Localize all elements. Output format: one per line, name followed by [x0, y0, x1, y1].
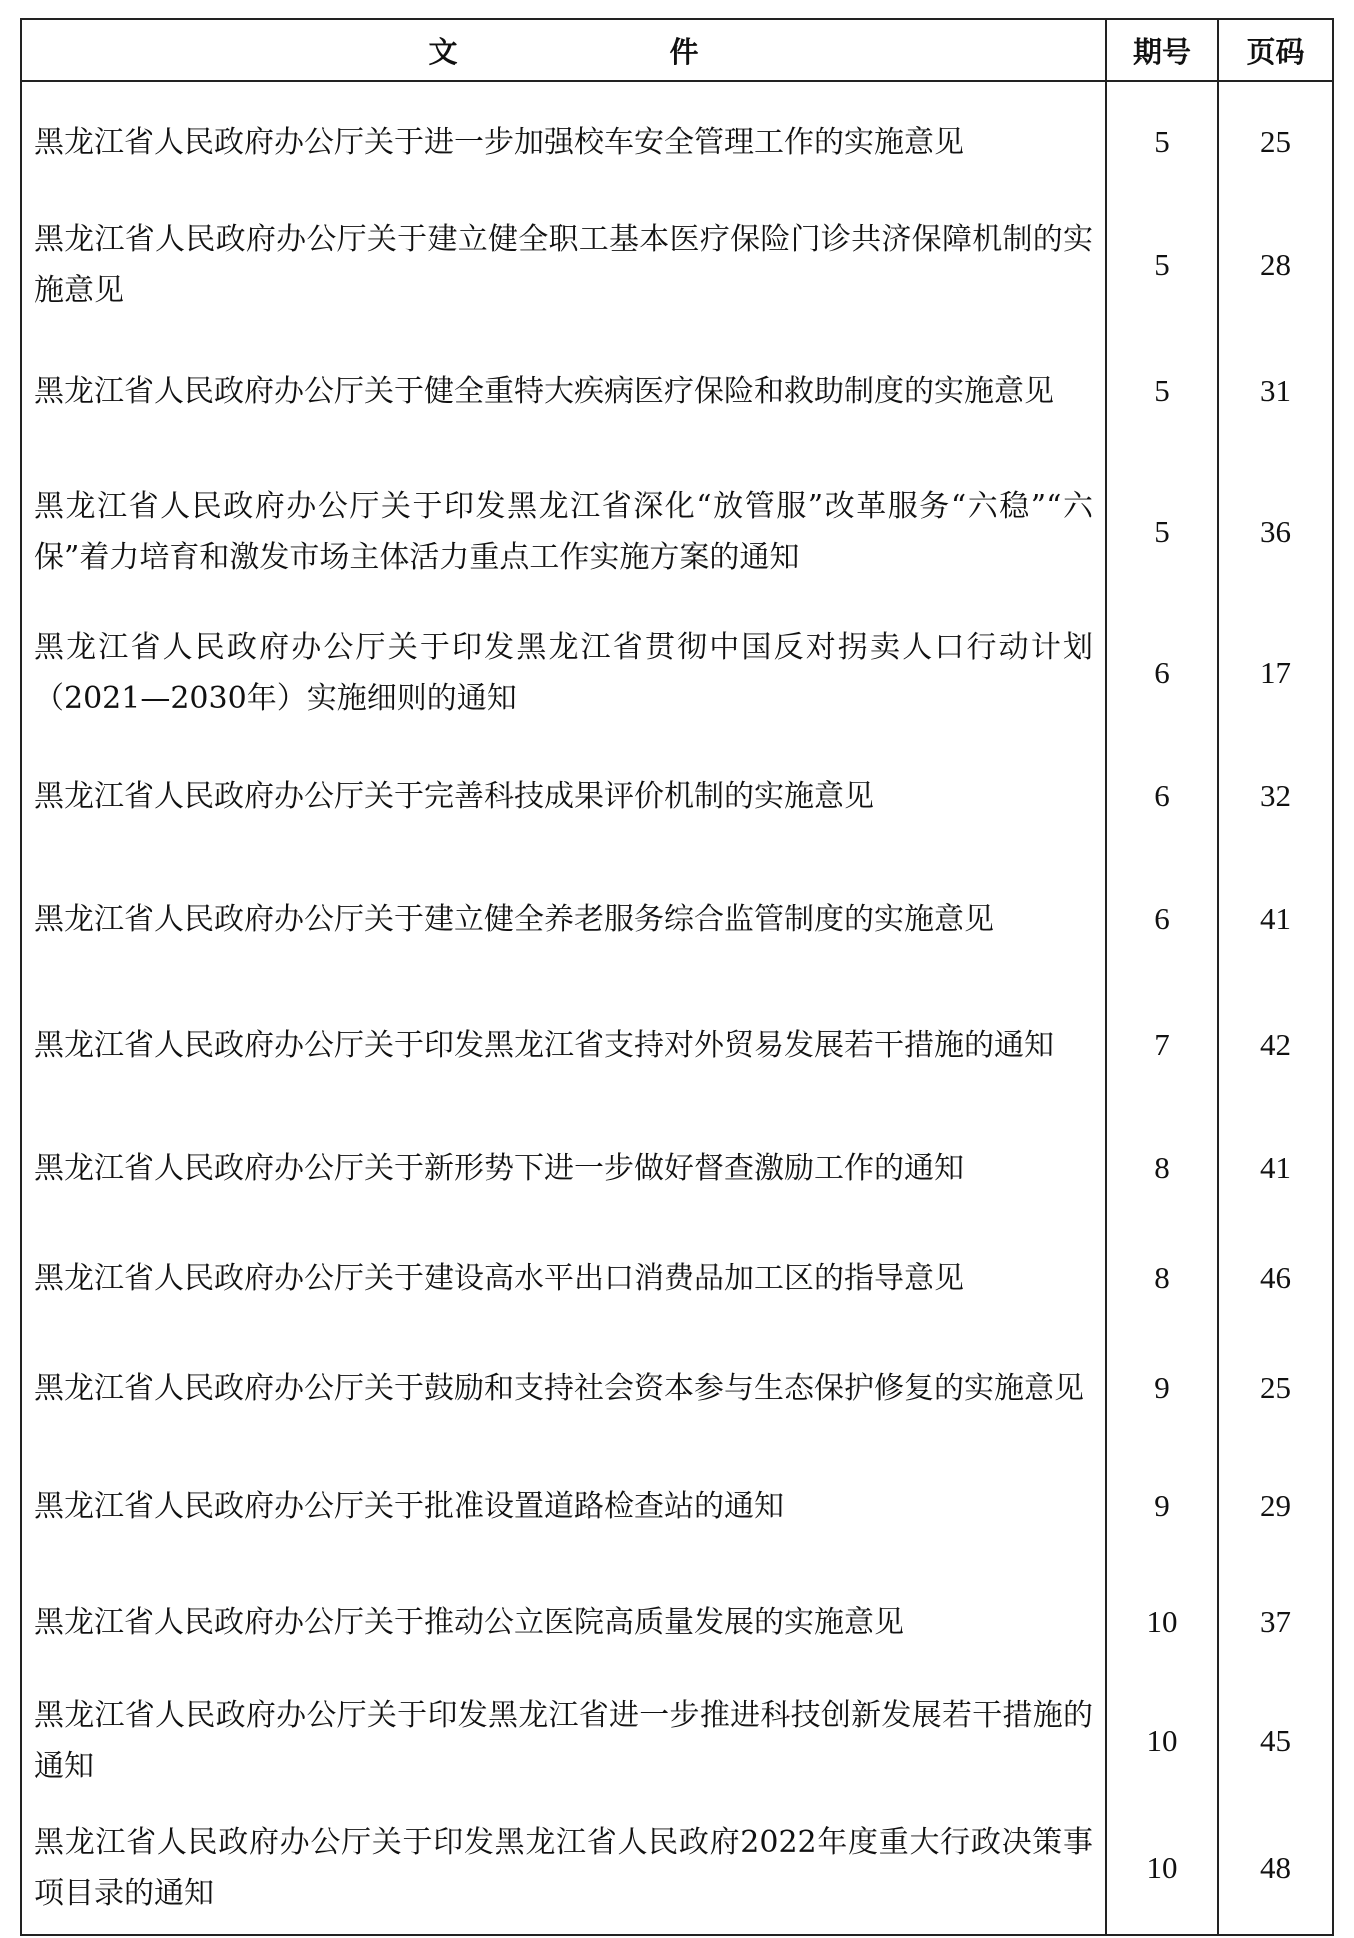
table-body — [21, 81, 1333, 1935]
document-title: 黑龙江省人民政府办公厅关于印发黑龙江省支持对外贸易发展若干措施的通知 — [21, 982, 1106, 1108]
issue-number: 6 — [1106, 736, 1218, 856]
document-title: 黑龙江省人民政府办公厅关于鼓励和支持社会资本参与生态保护修复的实施意见 — [21, 1328, 1106, 1448]
issue-number: 6 — [1106, 856, 1218, 982]
issue-number: 5 — [1106, 81, 1218, 202]
table-row — [21, 1108, 1333, 1228]
issue-number: 9 — [1106, 1328, 1218, 1448]
table-row — [21, 454, 1333, 610]
table-row — [21, 81, 1333, 202]
page-number: 45 — [1218, 1680, 1333, 1802]
table-row — [21, 736, 1333, 856]
document-title: 黑龙江省人民政府办公厅关于印发黑龙江省人民政府2022年度重大行政决策事项目录的通知 — [21, 1802, 1106, 1935]
document-title: 黑龙江省人民政府办公厅关于印发黑龙江省贯彻中国反对拐卖人口行动计划（2021—2030年）实施细则的通知 — [21, 610, 1106, 736]
page-number: 31 — [1218, 328, 1333, 454]
table-row — [21, 982, 1333, 1108]
issue-number: 10 — [1106, 1802, 1218, 1935]
table-row — [21, 1802, 1333, 1935]
page-number: 37 — [1218, 1564, 1333, 1680]
document-title: 黑龙江省人民政府办公厅关于批准设置道路检查站的通知 — [21, 1448, 1106, 1564]
table-row — [21, 1564, 1333, 1680]
issue-number: 8 — [1106, 1228, 1218, 1328]
page-number: 25 — [1218, 1328, 1333, 1448]
issue-number: 5 — [1106, 328, 1218, 454]
issue-number: 10 — [1106, 1680, 1218, 1802]
document-title: 黑龙江省人民政府办公厅关于推动公立医院高质量发展的实施意见 — [21, 1564, 1106, 1680]
issue-number: 8 — [1106, 1108, 1218, 1228]
issue-number: 5 — [1106, 454, 1218, 610]
page-number: 36 — [1218, 454, 1333, 610]
issue-number: 5 — [1106, 202, 1218, 328]
page-number: 28 — [1218, 202, 1333, 328]
page-number: 32 — [1218, 736, 1333, 856]
document-title: 黑龙江省人民政府办公厅关于建立健全职工基本医疗保险门诊共济保障机制的实施意见 — [21, 202, 1106, 328]
table-row — [21, 1228, 1333, 1328]
page-number: 25 — [1218, 81, 1333, 202]
table-row — [21, 1680, 1333, 1802]
document-title: 黑龙江省人民政府办公厅关于完善科技成果评价机制的实施意见 — [21, 736, 1106, 856]
document-title: 黑龙江省人民政府办公厅关于印发黑龙江省深化“放管服”改革服务“六稳”“六保”着力培育和激发市场主体活力重点工作实施方案的通知 — [21, 454, 1106, 610]
page-number: 48 — [1218, 1802, 1333, 1935]
page-number: 17 — [1218, 610, 1333, 736]
header-row — [21, 19, 1333, 81]
document-title: 黑龙江省人民政府办公厅关于进一步加强校车安全管理工作的实施意见 — [21, 81, 1106, 202]
document-title: 黑龙江省人民政府办公厅关于健全重特大疾病医疗保险和救助制度的实施意见 — [21, 328, 1106, 454]
header-page: 页码 — [1218, 19, 1333, 81]
page-number: 29 — [1218, 1448, 1333, 1564]
page-number: 41 — [1218, 856, 1333, 982]
table-row — [21, 1448, 1333, 1564]
header-issue: 期号 — [1106, 19, 1218, 81]
table-row — [21, 1328, 1333, 1448]
page-number: 41 — [1218, 1108, 1333, 1228]
issue-number: 10 — [1106, 1564, 1218, 1680]
document-title: 黑龙江省人民政府办公厅关于新形势下进一步做好督查激励工作的通知 — [21, 1108, 1106, 1228]
header-document — [21, 19, 1106, 81]
document-title: 黑龙江省人民政府办公厅关于建立健全养老服务综合监管制度的实施意见 — [21, 856, 1106, 982]
page-number: 42 — [1218, 982, 1333, 1108]
table-row — [21, 610, 1333, 736]
document-title: 黑龙江省人民政府办公厅关于建设高水平出口消费品加工区的指导意见 — [21, 1228, 1106, 1328]
table-row — [21, 328, 1333, 454]
issue-number: 9 — [1106, 1448, 1218, 1564]
table-header — [21, 19, 1333, 81]
document-title: 黑龙江省人民政府办公厅关于印发黑龙江省进一步推进科技创新发展若干措施的通知 — [21, 1680, 1106, 1802]
page-number: 46 — [1218, 1228, 1333, 1328]
contents-table — [20, 18, 1334, 1936]
table-row — [21, 856, 1333, 982]
table-row — [21, 202, 1333, 328]
issue-number: 6 — [1106, 610, 1218, 736]
issue-number: 7 — [1106, 982, 1218, 1108]
header-document-label: 文 件 — [428, 34, 699, 69]
